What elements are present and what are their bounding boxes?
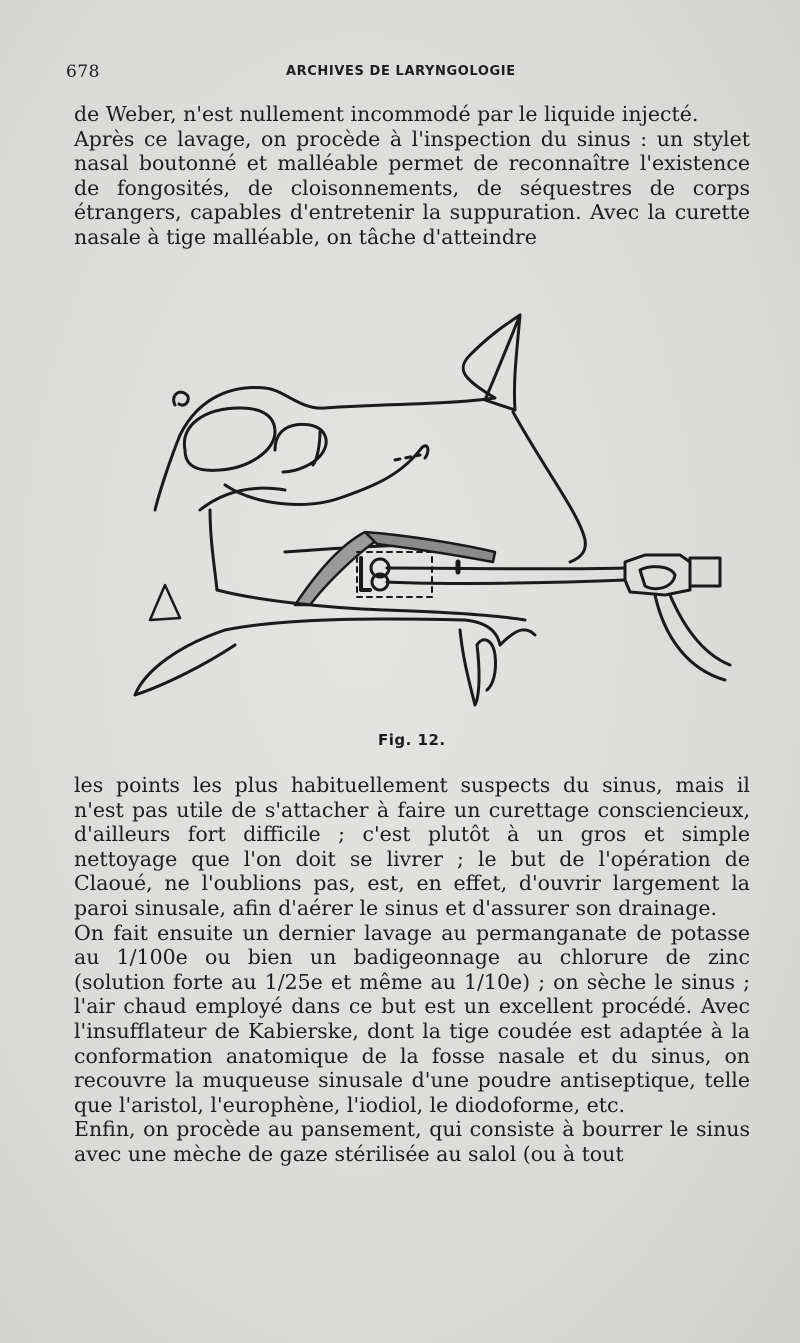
anatomical-figure (125, 300, 735, 725)
sinus-curette-illustration (125, 300, 735, 725)
page-number: 678 (66, 62, 100, 82)
running-title: ARCHIVES DE LARYNGOLOGIE (286, 64, 516, 79)
paragraph: les points les plus habituellement suspects du sinus, mais il n'est pas utile de s'attacher à faire un curettage consciencieux, d'ailleurs fort difficile ; c'est plutôt à un gros et simple nettoyage que l'on doit se livrer ; le but de l'opération de Claoué, ne l'oublions pas, est, en effet, d'ouvrir largement la paroi sinusale, afin d'aérer le sinus et d'assurer son drainage. (74, 773, 750, 920)
figure-caption: Fig. 12. (378, 731, 446, 749)
paragraph: On fait ensuite un dernier lavage au permanganate de potasse au 1/100e ou bien un badigeonnage au chlorure de zinc (solution forte au 1/25e et même au 1/10e) ; on sèche le sinus ; l'air chaud employé dans ce but est un excellent procédé. Avec l'insufflateur de Kabierske, dont la tige coudée est adaptée à la conformation anatomique de la fosse nasale et du sinus, on recouvre la muqueuse sinusale d'une poudre antiseptique, telle que l'aristol, l'europhène, l'iodiol, le diodoforme, etc. (74, 920, 750, 1117)
running-head (66, 62, 756, 84)
paragraph: Après ce lavage, on procède à l'inspection du sinus : un stylet nasal boutonné et malléable permet de reconnaître l'existence de fongosités, de cloisonnements, de séquestres de corps étrangers, capables d'entretenir la suppuration. Avec la curette nasale à tige malléable, on tâche d'atteindre (74, 126, 750, 249)
paragraph: Enfin, on procède au pansement, qui consiste à bourrer le sinus avec une mèche de gaze stérilisée au salol (ou à tout (74, 1117, 750, 1166)
body-text-bottom (74, 773, 750, 1167)
paragraph: de Weber, n'est nullement incommodé par le liquide injecté. (74, 102, 699, 126)
body-text-top (74, 102, 750, 250)
